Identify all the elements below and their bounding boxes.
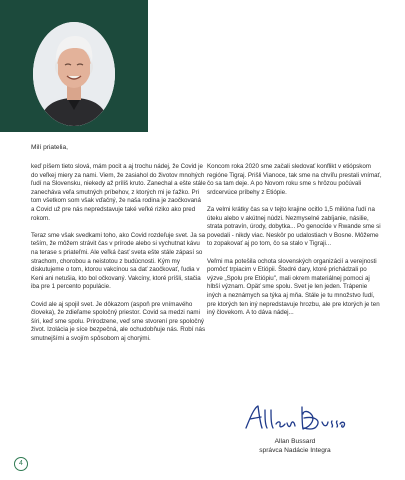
letter-paragraph: Veľmi ma potešila ochota slovenských organizácií a verejnosti pomôcť trpiacim v Etiópii. Štedré dary, ktoré prichádzali po výzve „Spolu pre Etiópiu", mali okrem materiálnej pomoci aj hlbší význam. Opäť sme spolu. Svet je len jeden. Trápenie iných a neznámych sa týka aj mňa. Stále je tu množstvo ľudí, pre ktorých ten iný nepredstavuje hrozbu, ale pre ktorých je ten iný človekom. A to dáva nádej... bbox=[207, 257, 380, 317]
handwritten-signature bbox=[240, 402, 350, 434]
salutation: Milí priatelia, bbox=[31, 144, 69, 151]
letter-left-column bbox=[31, 163, 206, 352]
letter-right-column bbox=[207, 163, 383, 326]
letter-paragraph: Koncom roka 2020 sme začali sledovať konflikt v etiópskom regióne Tigraj. Prišli Vianoce, tak sme na chvíľu prestali vnímať, čo sa tam deje. A po Novom roku sme s hrôzou počúvali srdcervúce príbehy z Etiópie. bbox=[207, 163, 382, 196]
letter-paragraph: keď píšem tieto slová, mám pocit a aj trochu nádej, že Covid je do veľkej miery za nami. Viem, že zasiahol do životov mnohých ľudí na Slovensku, niekedy až príliš kruto. Zanechal a ešte stále zanecháva veľa smutných príbehov, z ktorých mi je ťažko. Pri tom všetkom som však vďačný, že naša rodina je zaočkovaná a Covid už pre nás nepredstavuje také veľké riziko ako pred rokom. bbox=[31, 163, 206, 222]
letter-paragraph: Za velmi krátky čas sa v tejto krajine ocitlo 1,5 milióna ľudí na úteku alebo v akútnej núdzi. Nezmyselné zabíjanie, násilie, strata potravín, úrody, dobytka... Po genocíde v Rwande sme si povedali - nikdy viac. Neskôr po udalostiach v Bosne. Môžeme to zopakovať aj po tom, čo sa stalo v Tigraji... bbox=[207, 205, 381, 248]
author-photo bbox=[33, 22, 115, 126]
portrait-image bbox=[33, 22, 115, 126]
letter-paragraph: Covid ale aj spojil svet. Je dôkazom (aspoň pre vnímavého človeka), že zdieľame spoločný priestor. Covid sa medzi nami šíri, keď sme spolu. Prirodzene, veď sme stvorení pre spoločný život. Izolácia je síce bezpečná, ale ochudobňuje nás. Robí nás smutnejšími a svojím spôsobom aj chorými. bbox=[31, 300, 206, 342]
signer-role: správca Nadácie Integra bbox=[259, 447, 331, 454]
letter-paragraph: Teraz sme však svedkami toho, ako Covid rozdeľuje svet. Ja sa teším, že môžem strávit čas v prírode alebo si vychutnat kávu na terase s priateľmi. Ale veľká časť sveta ešte stále zápasí so strachom, chorobou a neistotou z budúcnosti. Kým my diskutujeme o tom, ktorou vakcínou sa dať zaočkovať, ľudia v Keni ani netušia, kto bol očkovaný. Vakcíny, ktoré príšli, stačia iba pre 1 percento populácie. bbox=[31, 231, 206, 291]
signature-image bbox=[240, 402, 350, 434]
signer-name: Allan Bussard bbox=[274, 438, 316, 445]
page-number: 4 bbox=[14, 457, 28, 471]
